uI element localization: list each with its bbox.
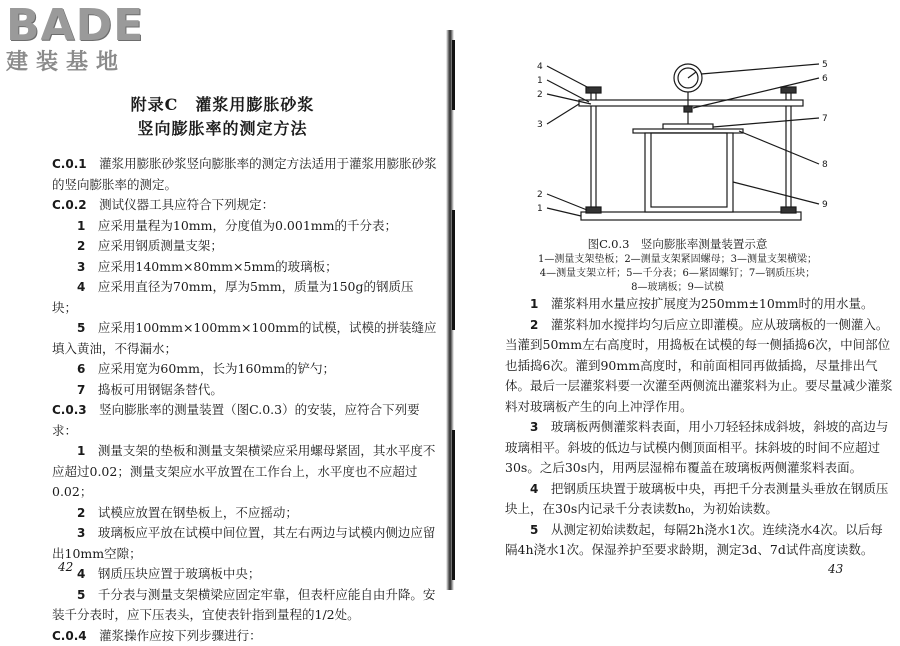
- list-item: 4 把钢质压块置于玻璃板中央，再把千分表测量头垂放在钢质压块上，在30s内记录千分表读数h₀，为初始读数。: [505, 479, 893, 520]
- diagram-label-4: 4: [537, 62, 543, 72]
- figure-legend-line2: 4—测量支架立杆；5—千分表；6—紧固螺钉；7—钢质压块；: [455, 267, 900, 281]
- list-item: 2 灌浆料加水搅拌均匀后应立即灌模。应从玻璃板的一侧灌入。当灌到50mm左右高度时，用捣板在试模的每一侧插捣6次，中间部位也插捣6次。灌到90mm高度时，和前面相同再做插捣，尽量排出气体。最后一层灌浆料要一次灌至两侧流出灌浆料为止。要尽量减少灌浆料对玻璃板产生的向上冲浮作用。: [505, 315, 893, 418]
- list-item: 2 应采用钢质测量支架；: [52, 236, 438, 257]
- left-nut-bottom: [586, 207, 601, 213]
- logo-subtitle: 建装基地: [6, 50, 144, 76]
- diagram-label-6: 6: [822, 74, 828, 84]
- right-page: [455, 0, 900, 600]
- diagram-label-2b: 2: [537, 190, 543, 200]
- list-item: 7 捣板可用钢锯条替代。: [52, 380, 438, 401]
- page-number-left: 42: [58, 560, 73, 574]
- diagram-label-8: 8: [822, 160, 828, 170]
- list-item: 1 应采用量程为10mm，分度值为0.001mm的千分表；: [52, 216, 438, 237]
- list-item: 4 应采用直径为70mm，厚为5mm，质量为150g的钢质压块；: [52, 277, 438, 318]
- clause-c02: C.0.2 测试仪器工具应符合下列规定：: [52, 195, 438, 216]
- diagram-label-9: 9: [822, 200, 828, 210]
- diagram-label-7: 7: [822, 114, 828, 124]
- list-item: 1 灌浆料用水量应按扩展度为250mm±10mm时的用水量。: [505, 294, 893, 315]
- list-item: 3 玻璃板两侧灌浆料表面，用小刀轻轻抹成斜坡，斜坡的高边与玻璃相平。斜坡的低边与试模内侧顶面相平。抹斜坡的时间不应超过30s。之后30s内，用两层湿棉布覆盖在玻璃板两侧灌浆料表面。: [505, 417, 893, 479]
- diagram-label-1b: 1: [537, 204, 543, 214]
- clause-c03: C.0.3 竖向膨胀率的测量装置（图C.0.3）的安装，应符合下列要求：: [52, 400, 438, 441]
- list-item: 3 玻璃板应平放在试模中间位置，其左右两边与试模内侧边应留出10mm空隙；: [52, 523, 438, 564]
- list-item: 5 从测定初始读数起，每隔2h浇水1次。连续浇水4次。以后每隔4h浇水1次。保湿养护至要求龄期，测定3d、7d试件高度读数。: [505, 520, 893, 561]
- list-item: 5 千分表与测量支架横梁应固定牢靠，但表杆应能自由升降。安装千分表时，应下压表头，宜使表针指到量程的1/2处。: [52, 585, 438, 626]
- clause-c01: C.0.1 灌浆用膨胀砂浆竖向膨胀率的测定方法适用于灌浆用膨胀砂浆的竖向膨胀率的测定。: [52, 154, 438, 195]
- list-item: 1 测量支架的垫板和测量支架横梁应采用螺母紧固，其水平度不应超过0.02；测量支架应水平放置在工作台上，水平度也不应超过0.02；: [52, 441, 438, 503]
- figure-caption: 图C.0.3 竖向膨胀率测量装置示意: [455, 236, 900, 252]
- right-nut-bottom: [781, 207, 796, 213]
- left-upright: [591, 92, 596, 212]
- page-number-right: 43: [828, 562, 843, 576]
- list-item: 6 应采用宽为60mm，长为160mm的铲勺；: [52, 359, 438, 380]
- list-item: 3 应采用140mm×80mm×5mm的玻璃板；: [52, 257, 438, 278]
- list-item: 5 应采用100mm×100mm×100mm的试模，试模的拼装缝应填入黄油，不得漏水；: [52, 318, 438, 359]
- test-mold: [645, 133, 733, 212]
- diagram-label-2: 2: [537, 90, 543, 100]
- glass-plate: [633, 129, 743, 133]
- appendix-title-line1: 附录C 灌浆用膨胀砂浆: [0, 92, 445, 115]
- clause-c04: C.0.4 灌浆操作应按下列步骤进行：: [52, 626, 438, 646]
- logo-brand: BADE: [6, 4, 144, 48]
- measurement-apparatus-diagram: [533, 52, 833, 232]
- figure-legend-line1: 1—测量支架垫板；2—测量支架紧固螺母；3—测量支架横梁；: [455, 253, 900, 267]
- bade-logo: [6, 4, 144, 76]
- steel-block: [663, 124, 713, 129]
- fixing-screw: [684, 106, 692, 112]
- diagram-label-3: 3: [537, 120, 543, 130]
- base-plate: [581, 212, 801, 220]
- left-body-text: [52, 154, 438, 646]
- diagram-label-5: 5: [822, 60, 828, 70]
- diagram-label-1: 1: [537, 76, 543, 86]
- list-item: 4 钢质压块应置于玻璃板中央；: [52, 564, 438, 585]
- right-nut-top: [781, 87, 796, 93]
- right-body-text: [505, 294, 893, 561]
- figure-legend-line3: 8—玻璃板；9—试模: [455, 281, 900, 295]
- crossbeam: [579, 100, 803, 106]
- left-page: [0, 0, 445, 600]
- list-item: 2 试模应放置在钢垫板上，不应摇动；: [52, 503, 438, 524]
- appendix-title-line2: 竖向膨胀率的测定方法: [0, 116, 445, 139]
